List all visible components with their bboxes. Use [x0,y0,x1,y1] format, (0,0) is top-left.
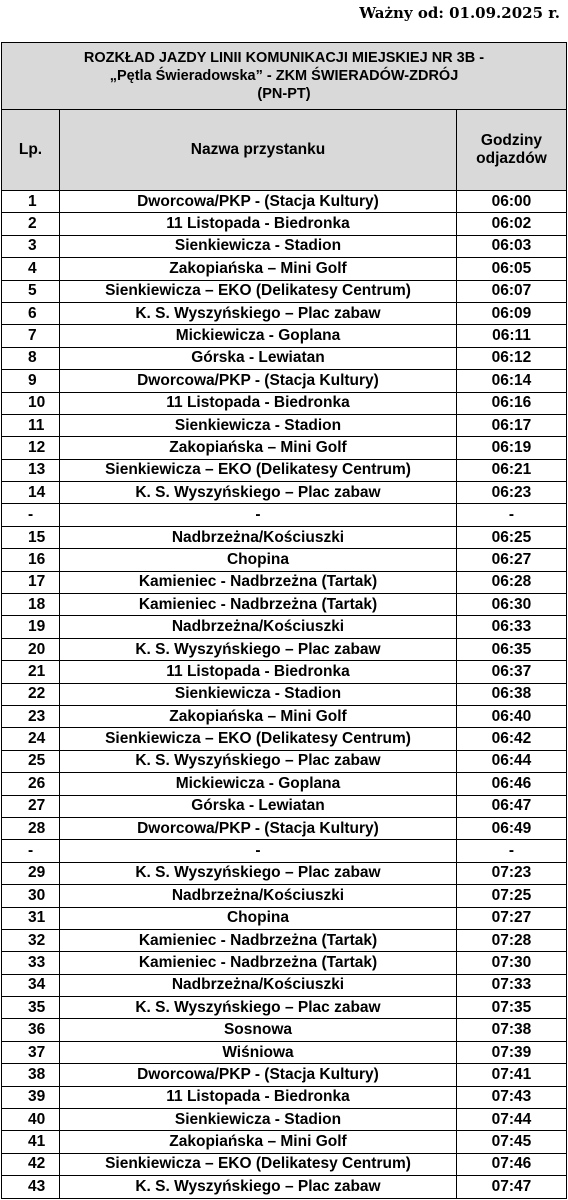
stop-name: Kamieniec - Nadbrzeżna (Tartak) [60,571,457,593]
departure-time: 07:28 [456,929,566,951]
table-row [2,1176,567,1198]
stop-name: K. S. Wyszyńskiego – Plac zabaw [60,997,457,1019]
stop-name: Chopina [60,549,457,571]
departure-time: 06:40 [456,705,566,727]
departure-time: 06:19 [456,437,566,459]
stop-name: Dworcowa/PKP - (Stacja Kultury) [60,191,457,213]
stop-name: 11 Listopada - Biedronka [60,1086,457,1108]
departure-time: 06:17 [456,414,566,436]
stop-name: Kamieniec - Nadbrzeżna (Tartak) [60,594,457,616]
row-number: 39 [2,1086,60,1108]
column-header-lp: Lp. [2,110,60,191]
departure-time: 06:07 [456,280,566,302]
stop-name: Sienkiewicza – EKO (Delikatesy Centrum) [60,1153,457,1175]
column-header-times [456,110,566,191]
row-number: 41 [2,1131,60,1153]
table-row [2,929,567,951]
table-row [2,347,567,369]
row-number: 42 [2,1153,60,1175]
departure-time: 06:42 [456,728,566,750]
row-number: 12 [2,437,60,459]
row-number: 26 [2,773,60,795]
table-row [2,1153,567,1175]
row-number: 19 [2,616,60,638]
stop-name: Dworcowa/PKP - (Stacja Kultury) [60,370,457,392]
stop-name: Mickiewicza - Goplana [60,773,457,795]
departure-time: 06:44 [456,750,566,772]
departure-time: 07:43 [456,1086,566,1108]
row-number: 9 [2,370,60,392]
table-row [2,459,567,481]
table-row [2,571,567,593]
table-row [2,1064,567,1086]
stop-name: Górska - Lewiatan [60,795,457,817]
row-number: 11 [2,414,60,436]
stop-name: 11 Listopada - Biedronka [60,392,457,414]
row-number: 10 [2,392,60,414]
stop-name: Sienkiewicza - Stadion [60,235,457,257]
departure-time: 06:02 [456,213,566,235]
timetable-title-row [2,43,567,110]
row-number: 29 [2,862,60,884]
departure-time: 07:35 [456,997,566,1019]
departure-time: 06:46 [456,773,566,795]
row-number: 8 [2,347,60,369]
departure-time: 06:27 [456,549,566,571]
row-number: 21 [2,661,60,683]
row-number: 14 [2,482,60,504]
table-row [2,1019,567,1041]
table-row [2,840,567,862]
departure-time: 06:09 [456,302,566,324]
stop-name: Zakopiańska – Mini Golf [60,258,457,280]
departure-time: 07:46 [456,1153,566,1175]
table-row [2,683,567,705]
stop-name: Nadbrzeżna/Kościuszki [60,885,457,907]
row-number: 1 [2,191,60,213]
row-number: 28 [2,817,60,839]
row-number: 36 [2,1019,60,1041]
title-line-1: ROZKŁAD JAZDY LINII KOMUNIKACJI MIEJSKIEJ NR 3B - [83,50,485,66]
row-number: 23 [2,705,60,727]
row-number: 2 [2,213,60,235]
title-line-3: (PN-PT) [257,86,311,102]
departure-time: 07:23 [456,862,566,884]
row-number: 32 [2,929,60,951]
row-number: 24 [2,728,60,750]
table-row [2,1131,567,1153]
table-row [2,795,567,817]
table-row [2,370,567,392]
table-row [2,414,567,436]
row-number: 15 [2,526,60,548]
row-number: 22 [2,683,60,705]
table-row [2,1109,567,1131]
row-number: 34 [2,974,60,996]
row-number: 4 [2,258,60,280]
departure-time: 07:47 [456,1176,566,1198]
row-number: 7 [2,325,60,347]
stop-name: K. S. Wyszyńskiego – Plac zabaw [60,1176,457,1198]
departure-time: 07:25 [456,885,566,907]
stop-name: Górska - Lewiatan [60,347,457,369]
stop-name: K. S. Wyszyńskiego – Plac zabaw [60,638,457,660]
column-header-times-line-1: Godziny [480,132,543,149]
table-row [2,594,567,616]
row-number: - [2,504,60,526]
table-row [2,728,567,750]
row-number: 38 [2,1064,60,1086]
row-number: 25 [2,750,60,772]
row-number: 31 [2,907,60,929]
departure-time: 07:33 [456,974,566,996]
departure-time: 06:16 [456,392,566,414]
departure-time: 07:38 [456,1019,566,1041]
table-row [2,862,567,884]
table-row [2,952,567,974]
table-row [2,191,567,213]
stop-name: K. S. Wyszyńskiego – Plac zabaw [60,482,457,504]
stop-name: Sosnowa [60,1019,457,1041]
stop-name: Wiśniowa [60,1041,457,1063]
row-number: 3 [2,235,60,257]
stop-name: Sienkiewicza – EKO (Delikatesy Centrum) [60,728,457,750]
departure-time: 06:14 [456,370,566,392]
table-row [2,526,567,548]
row-number: 18 [2,594,60,616]
stop-name: Sienkiewicza – EKO (Delikatesy Centrum) [60,459,457,481]
table-row [2,1041,567,1063]
row-number: 43 [2,1176,60,1198]
table-row [2,885,567,907]
stop-name: Kamieniec - Nadbrzeżna (Tartak) [60,929,457,951]
stop-name: Sienkiewicza – EKO (Delikatesy Centrum) [60,280,457,302]
row-number: 20 [2,638,60,660]
departure-time: 06:33 [456,616,566,638]
stop-name: Sienkiewicza - Stadion [60,414,457,436]
table-row [2,213,567,235]
table-row [2,1086,567,1108]
departure-time: 06:37 [456,661,566,683]
row-number: 35 [2,997,60,1019]
table-row [2,773,567,795]
departure-time: - [456,840,566,862]
table-row [2,280,567,302]
title-line-2: „Pętla Świeradowska” - ZKM ŚWIERADÓW-ZDRÓJ [109,68,459,84]
departure-time: 06:05 [456,258,566,280]
timetable-title [2,43,567,110]
stop-name: Kamieniec - Nadbrzeżna (Tartak) [60,952,457,974]
stop-name: Zakopiańska – Mini Golf [60,1131,457,1153]
table-row [2,638,567,660]
valid-from-date: Ważny od: 01.09.2025 r. [359,4,560,22]
timetable [1,42,567,1199]
departure-time: 07:44 [456,1109,566,1131]
row-number: 27 [2,795,60,817]
stop-name: Nadbrzeżna/Kościuszki [60,526,457,548]
row-number: 30 [2,885,60,907]
departure-time: 06:12 [456,347,566,369]
table-row [2,997,567,1019]
row-number: 37 [2,1041,60,1063]
table-row [2,482,567,504]
stop-name: Nadbrzeżna/Kościuszki [60,616,457,638]
stop-name: K. S. Wyszyńskiego – Plac zabaw [60,302,457,324]
table-row [2,549,567,571]
stop-name: Mickiewicza - Goplana [60,325,457,347]
departure-time: 06:00 [456,191,566,213]
table-row [2,504,567,526]
departure-time: 07:45 [456,1131,566,1153]
table-row [2,974,567,996]
row-number: - [2,840,60,862]
column-header-times-line-2: odjazdów [476,150,547,167]
departure-time: 06:23 [456,482,566,504]
departure-time: 06:25 [456,526,566,548]
row-number: 40 [2,1109,60,1131]
departure-time: 06:11 [456,325,566,347]
departure-time: - [456,504,566,526]
departure-time: 06:03 [456,235,566,257]
table-row [2,258,567,280]
row-number: 5 [2,280,60,302]
column-header-stop: Nazwa przystanku [60,110,457,191]
stop-name: - [60,504,457,526]
departure-time: 06:35 [456,638,566,660]
stop-name: Sienkiewicza - Stadion [60,683,457,705]
departure-time: 07:39 [456,1041,566,1063]
stop-name: Dworcowa/PKP - (Stacja Kultury) [60,817,457,839]
stop-name: 11 Listopada - Biedronka [60,661,457,683]
departure-time: 06:28 [456,571,566,593]
stop-name: - [60,840,457,862]
row-number: 16 [2,549,60,571]
departure-time: 06:30 [456,594,566,616]
table-row [2,437,567,459]
stop-name: Zakopiańska – Mini Golf [60,437,457,459]
stop-name: K. S. Wyszyńskiego – Plac zabaw [60,862,457,884]
stop-name: Zakopiańska – Mini Golf [60,705,457,727]
departure-time: 06:47 [456,795,566,817]
table-row [2,817,567,839]
header-row [2,110,567,191]
stop-name: Dworcowa/PKP - (Stacja Kultury) [60,1064,457,1086]
stop-name: Sienkiewicza - Stadion [60,1109,457,1131]
stop-name: Chopina [60,907,457,929]
table-row [2,750,567,772]
table-row [2,705,567,727]
departure-time: 06:49 [456,817,566,839]
table-row [2,661,567,683]
row-number: 6 [2,302,60,324]
row-number: 13 [2,459,60,481]
row-number: 17 [2,571,60,593]
stop-name: Nadbrzeżna/Kościuszki [60,974,457,996]
departure-time: 07:27 [456,907,566,929]
table-row [2,616,567,638]
departure-time: 06:21 [456,459,566,481]
table-row [2,392,567,414]
row-number: 33 [2,952,60,974]
departure-time: 07:30 [456,952,566,974]
departure-time: 06:38 [456,683,566,705]
table-row [2,235,567,257]
stop-name: 11 Listopada - Biedronka [60,213,457,235]
table-row [2,907,567,929]
stop-name: K. S. Wyszyńskiego – Plac zabaw [60,750,457,772]
departure-time: 07:41 [456,1064,566,1086]
table-row [2,325,567,347]
table-row [2,302,567,324]
